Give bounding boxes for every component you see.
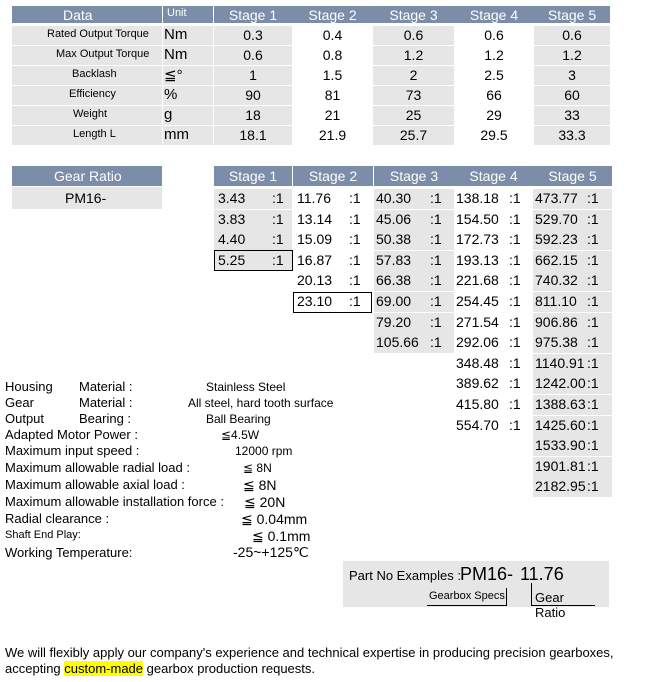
ratio-cell — [454, 292, 533, 312]
ratio-value: 172.73 — [456, 231, 499, 247]
ratio-cell — [454, 333, 533, 353]
spec-value: 3 — [568, 67, 576, 83]
spec-row-label-cell — [12, 126, 162, 145]
spec-value: 0.6 — [484, 27, 504, 43]
ratio-value: 154.50 — [456, 211, 499, 227]
max-input-speed-label: Maximum input speed : — [5, 443, 140, 458]
spec-value-cell — [292, 106, 373, 125]
spec-row-label: Backlash — [72, 68, 117, 80]
ratio-suffix: :1 — [509, 334, 521, 350]
ratio-value: 348.48 — [456, 355, 499, 371]
spec-value-cell — [534, 26, 610, 45]
part-example-box — [343, 561, 609, 620]
ratio-suffix: :1 — [587, 417, 599, 433]
ratio-value: 1242.00 — [535, 375, 586, 391]
spec-header-cell — [214, 6, 292, 23]
ratio-suffix: :1 — [349, 231, 361, 247]
ratio-suffix: :1 — [509, 417, 521, 433]
spec-value: 60 — [564, 87, 580, 103]
ratio-value: 740.32 — [535, 272, 578, 288]
spec-row-unit: Nm — [164, 26, 188, 43]
spec-header-cell — [163, 6, 213, 23]
spec-value: 18 — [245, 107, 261, 123]
spec-value: 18.1 — [239, 127, 267, 143]
ratio-cell — [454, 416, 533, 436]
ratio-stage-header: Stage 3 — [389, 168, 439, 184]
ratio-cell — [293, 271, 373, 291]
ratio-suffix: :1 — [430, 272, 442, 288]
ratio-suffix: :1 — [587, 272, 599, 288]
ratio-suffix: :1 — [272, 211, 284, 227]
ratio-cell — [454, 354, 533, 374]
ratio-stage-header-cell — [374, 166, 454, 186]
spec-row-unit-cell — [163, 126, 213, 145]
ratio-suffix: :1 — [509, 272, 521, 288]
adapted-motor-power-label: Adapted Motor Power : — [5, 427, 138, 442]
ratio-suffix: :1 — [430, 211, 442, 227]
ratio-value: 79.20 — [376, 314, 412, 330]
radial-clearance-value: ≦ 0.04mm — [241, 511, 308, 527]
spec-header-stage: Stage 1 — [228, 7, 278, 23]
ratio-suffix: :1 — [272, 252, 284, 268]
ratio-cell — [533, 354, 612, 374]
ratio-suffix: :1 — [509, 211, 521, 227]
ratio-value: 1901.81 — [535, 458, 586, 474]
spec-value: 0.6 — [562, 27, 582, 43]
spec-value: 66 — [486, 87, 502, 103]
spec-value-cell — [534, 106, 610, 125]
ratio-suffix: :1 — [587, 334, 599, 350]
ratio-suffix: :1 — [509, 190, 521, 206]
gear-value: All steel, hard tooth surface — [188, 396, 334, 410]
max-install-force-label: Maximum allowable installation force : — [5, 494, 224, 509]
ratio-suffix: :1 — [587, 190, 599, 206]
ratio-value: 662.15 — [535, 252, 578, 268]
gear-ratio-bracket — [531, 583, 595, 620]
spec-header-cell — [373, 6, 454, 23]
ratio-value: 1425.60 — [535, 417, 586, 433]
ratio-suffix: :1 — [587, 293, 599, 309]
ratio-suffix: :1 — [587, 478, 599, 494]
ratio-suffix: :1 — [430, 314, 442, 330]
spec-value-cell — [292, 66, 373, 85]
spec-value: 1.2 — [562, 47, 582, 63]
spec-value-cell — [534, 46, 610, 65]
ratio-cell — [454, 313, 533, 333]
part-example-label: Part No Examples : — [349, 568, 461, 583]
ratio-cell — [293, 251, 373, 271]
spec-value: 25 — [405, 107, 422, 123]
ratio-value: 1533.90 — [535, 437, 586, 453]
spec-row-label-cell — [12, 26, 162, 45]
max-radial-load-value: ≦ 8N — [243, 461, 272, 475]
spec-value: 0.3 — [243, 27, 263, 43]
max-axial-load-label: Maximum allowable axial load : — [5, 477, 185, 492]
shaft-end-play-value: ≦ 0.1mm — [252, 528, 311, 544]
spec-value: 1.5 — [322, 67, 343, 83]
spec-value: 1 — [249, 67, 257, 83]
ratio-cell — [454, 210, 533, 230]
spec-value: 81 — [324, 87, 341, 103]
ratio-stage-header: Stage 1 — [228, 168, 278, 184]
ratio-stage-header: Stage 4 — [469, 168, 518, 184]
ratio-cell — [374, 210, 454, 230]
spec-value-cell — [214, 106, 292, 125]
ratio-suffix: :1 — [587, 314, 599, 330]
spec-value-cell — [534, 86, 610, 105]
spec-value: 21 — [324, 107, 341, 123]
ratio-value: 5.25 — [218, 252, 246, 268]
spec-header-stage: Stage 3 — [389, 7, 438, 23]
spec-value: 0.4 — [322, 27, 343, 43]
ratio-value: 57.83 — [376, 252, 412, 268]
ratio-cell — [454, 189, 533, 209]
footer-text — [5, 645, 614, 677]
spec-value: 2 — [409, 67, 418, 83]
ratio-value: 811.10 — [535, 293, 577, 309]
ratio-value: 45.06 — [376, 211, 412, 227]
max-radial-load-label: Maximum allowable radial load : — [5, 460, 190, 475]
ratio-value: 975.38 — [535, 334, 578, 350]
ratio-suffix: :1 — [587, 458, 599, 474]
gear-ratio-header-cell — [12, 166, 162, 186]
ratio-suffix: :1 — [509, 293, 521, 309]
ratio-suffix: :1 — [430, 190, 442, 206]
gear-ratio-header-label: Gear Ratio — [54, 168, 122, 184]
footer-highlight: custom-made — [64, 661, 144, 676]
spec-value: 29 — [486, 107, 502, 123]
ratio-suffix: :1 — [509, 396, 521, 412]
spec-row-label-cell — [12, 86, 162, 105]
footer-line-2 — [5, 661, 614, 677]
model-label: PM16- — [65, 190, 107, 206]
spec-row-label-cell — [12, 106, 162, 125]
spec-row-unit-cell — [163, 86, 213, 105]
ratio-value: 415.80 — [456, 396, 499, 412]
ratio-suffix: :1 — [349, 293, 361, 309]
gearbox-specs-bracket — [427, 588, 507, 606]
ratio-value: 3.43 — [218, 190, 246, 206]
shaft-end-play-label: Shaft End Play: — [5, 529, 81, 541]
ratio-suffix: :1 — [509, 314, 521, 330]
ratio-cell — [533, 230, 612, 250]
working-temp-value: -25~+125℃ — [233, 544, 309, 560]
max-input-speed-value: 12000 rpm — [235, 444, 293, 458]
output-key: Bearing : — [79, 411, 132, 426]
ratio-value: 1140.91 — [535, 355, 585, 371]
spec-value-cell — [214, 126, 292, 145]
ratio-value: 906.86 — [535, 314, 578, 330]
spec-value-cell — [214, 66, 292, 85]
ratio-value: 529.70 — [535, 211, 578, 227]
working-temp-label: Working Temperature: — [5, 545, 133, 560]
ratio-cell — [374, 189, 454, 209]
model-cell — [12, 187, 162, 209]
ratio-value: 66.38 — [376, 272, 412, 288]
spec-value: 33 — [564, 107, 580, 123]
ratio-value: 15.09 — [297, 231, 333, 247]
ratio-stage-header-cell — [214, 166, 292, 186]
ratio-suffix: :1 — [430, 334, 442, 350]
ratio-cell — [533, 477, 612, 497]
ratio-cell — [533, 313, 612, 333]
part-example-ratio: 11.76 — [520, 564, 564, 584]
ratio-cell — [374, 271, 454, 291]
ratio-suffix: :1 — [509, 355, 521, 371]
spec-header-stage: Stage 5 — [547, 7, 597, 23]
ratio-value: 11.76 — [297, 190, 331, 206]
ratio-cell — [533, 416, 612, 436]
ratio-suffix: :1 — [509, 375, 521, 391]
ratio-stage-header: Stage 2 — [308, 168, 358, 184]
gear-key: Material : — [79, 395, 133, 410]
spec-row-label: Efficiency — [69, 88, 116, 100]
ratio-cell — [374, 251, 454, 271]
ratio-value: 16.87 — [297, 252, 333, 268]
ratio-cell — [533, 271, 612, 291]
ratio-value: 193.13 — [456, 252, 499, 268]
spec-value-cell — [373, 86, 454, 105]
spec-row-label: Weight — [73, 108, 108, 120]
ratio-cell — [533, 436, 612, 456]
ratio-cell — [214, 189, 292, 209]
spec-value: 29.5 — [480, 127, 508, 143]
ratio-cell — [214, 210, 292, 230]
spec-value: 0.6 — [403, 27, 424, 43]
spec-row-unit-cell — [163, 46, 213, 65]
spec-value: 90 — [245, 87, 261, 103]
spec-value-cell — [292, 86, 373, 105]
ratio-cell — [454, 271, 533, 291]
ratio-value: 138.18 — [456, 190, 499, 206]
ratio-stage-header-cell — [454, 166, 533, 186]
spec-row-label-cell — [12, 46, 162, 65]
spec-value-cell — [454, 126, 534, 145]
spec-value-cell — [373, 26, 454, 45]
ratio-highlight-box-stage1 — [214, 250, 293, 271]
spec-value: 1.2 — [484, 47, 504, 63]
adapted-motor-power-value: ≦4.5W — [221, 428, 260, 442]
ratio-cell — [214, 230, 292, 250]
ratio-value: 20.13 — [297, 272, 333, 288]
ratio-cell — [374, 230, 454, 250]
output-value: Ball Bearing — [206, 412, 271, 426]
spec-header-data: Data — [63, 7, 93, 23]
spec-row-unit: % — [164, 86, 178, 103]
ratio-cell — [533, 333, 612, 353]
ratio-suffix: :1 — [509, 252, 521, 268]
ratio-suffix: :1 — [349, 211, 361, 227]
spec-value: 73 — [405, 87, 422, 103]
spec-row-label: Rated Output Torque — [47, 28, 149, 40]
ratio-cell — [293, 230, 373, 250]
footer-line-1: We will flexibly apply our company's experience and technical expertise in producing precision gearboxes, — [5, 645, 614, 660]
ratio-value: 554.70 — [456, 417, 499, 433]
spec-header-cell — [454, 6, 534, 23]
spec-header-cell — [292, 6, 373, 23]
ratio-value: 50.38 — [376, 231, 412, 247]
max-install-force-value: ≦ 20N — [244, 494, 286, 510]
ratio-suffix: :1 — [509, 231, 521, 247]
ratio-suffix: :1 — [349, 190, 361, 206]
ratio-suffix: :1 — [430, 252, 442, 268]
spec-row-unit-cell — [163, 106, 213, 125]
housing-value: Stainless Steel — [206, 380, 286, 394]
spec-value-cell — [292, 126, 373, 145]
spec-row-unit-cell — [163, 26, 213, 45]
spec-row-unit: ≦° — [164, 67, 183, 84]
spec-value-cell — [454, 46, 534, 65]
ratio-value: 592.23 — [535, 231, 578, 247]
spec-value: 1.2 — [403, 47, 424, 63]
ratio-value: 1388.63 — [535, 396, 586, 412]
ratio-stage-header-cell — [533, 166, 612, 186]
gearbox-specs-caption: Gearbox Specs — [429, 590, 505, 602]
ratio-cell — [533, 374, 612, 394]
spec-value: 0.6 — [243, 47, 263, 63]
ratio-suffix: :1 — [587, 375, 599, 391]
spec-value-cell — [214, 26, 292, 45]
spec-value-cell — [373, 106, 454, 125]
ratio-cell — [533, 292, 612, 312]
spec-row-label: Length L — [73, 128, 116, 140]
spec-row-unit: mm — [164, 126, 189, 143]
spec-header-unit: Unit — [167, 7, 187, 19]
spec-row-unit: Nm — [164, 46, 188, 63]
spec-value-cell — [214, 46, 292, 65]
spec-value: 0.8 — [322, 47, 343, 63]
ratio-suffix: :1 — [587, 211, 599, 227]
ratio-cell — [533, 251, 612, 271]
spec-header-cell — [534, 6, 610, 23]
ratio-suffix: :1 — [587, 437, 599, 453]
spec-header-cell — [12, 6, 162, 23]
ratio-suffix: :1 — [430, 293, 442, 309]
housing-key: Material : — [79, 379, 133, 394]
ratio-suffix: :1 — [430, 231, 442, 247]
spec-row-label: Max Output Torque — [56, 48, 150, 60]
ratio-value: 23.10 — [297, 293, 333, 309]
ratio-stage-header: Stage 5 — [548, 168, 597, 184]
spec-value-cell — [373, 126, 454, 145]
spec-row-unit-cell — [163, 66, 213, 85]
ratio-cell — [374, 313, 454, 333]
ratio-cell — [533, 395, 612, 415]
ratio-suffix: :1 — [587, 252, 599, 268]
ratio-suffix: :1 — [272, 231, 284, 247]
ratio-value: 2182.95 — [535, 478, 586, 494]
ratio-cell — [533, 457, 612, 477]
spec-value-cell — [454, 86, 534, 105]
spec-row-unit: g — [164, 106, 173, 123]
ratio-value: 221.68 — [456, 272, 499, 288]
ratio-cell — [533, 210, 612, 230]
spec-value: 33.3 — [558, 127, 586, 143]
ratio-cell — [533, 189, 612, 209]
ratio-value: 292.06 — [456, 334, 499, 350]
radial-clearance-label: Radial clearance : — [5, 511, 110, 526]
spec-value-cell — [454, 106, 534, 125]
spec-value: 25.7 — [399, 127, 428, 143]
spec-value-cell — [214, 86, 292, 105]
ratio-suffix: :1 — [587, 355, 599, 371]
spec-value-cell — [454, 26, 534, 45]
ratio-cell — [374, 292, 454, 312]
ratio-stage-header-cell — [293, 166, 373, 186]
gear-ratio-caption: Gear Ratio — [535, 590, 566, 620]
ratio-value: 69.00 — [376, 293, 412, 309]
spec-value-cell — [454, 66, 534, 85]
ratio-value: 3.83 — [218, 211, 246, 227]
ratio-value: 271.54 — [456, 314, 499, 330]
ratio-value: 105.66 — [376, 334, 419, 350]
spec-header-stage: Stage 4 — [469, 7, 519, 23]
spec-header-stage: Stage 2 — [308, 7, 357, 23]
ratio-cell — [293, 189, 373, 209]
spec-row-label-cell — [12, 66, 162, 85]
footer-line-2-before: accepting — [5, 661, 65, 676]
ratio-cell — [454, 395, 533, 415]
ratio-value: 40.30 — [376, 190, 412, 206]
spec-value-cell — [373, 46, 454, 65]
ratio-value: 254.45 — [456, 293, 499, 309]
ratio-cell — [454, 251, 533, 271]
footer-line-2-after: gearbox production requests. — [143, 661, 316, 676]
output-part: Output — [5, 411, 45, 426]
spec-value-cell — [534, 126, 610, 145]
part-example-model: PM16- — [460, 564, 514, 584]
ratio-value: 4.40 — [218, 231, 246, 247]
ratio-suffix: :1 — [587, 231, 599, 247]
ratio-value: 13.14 — [297, 211, 333, 227]
spec-value-cell — [534, 66, 610, 85]
ratio-cell — [293, 210, 373, 230]
ratio-value: 473.77 — [535, 190, 578, 206]
gear-part: Gear — [5, 395, 34, 410]
ratio-value: 389.62 — [456, 375, 499, 391]
spec-value: 21.9 — [318, 127, 347, 143]
ratio-highlight-box-stage2 — [293, 292, 372, 313]
ratio-cell — [454, 374, 533, 394]
ratio-suffix: :1 — [272, 190, 284, 206]
housing-part: Housing — [5, 379, 53, 394]
ratio-suffix: :1 — [349, 272, 361, 288]
ratio-cell — [374, 333, 454, 353]
ratio-suffix: :1 — [587, 396, 599, 412]
max-axial-load-value: ≦ 8N — [243, 477, 277, 493]
spec-value: 2.5 — [484, 67, 504, 83]
spec-value-cell — [292, 46, 373, 65]
ratio-cell — [454, 230, 533, 250]
spec-value-cell — [292, 26, 373, 45]
ratio-suffix: :1 — [349, 252, 361, 268]
spec-value-cell — [373, 66, 454, 85]
